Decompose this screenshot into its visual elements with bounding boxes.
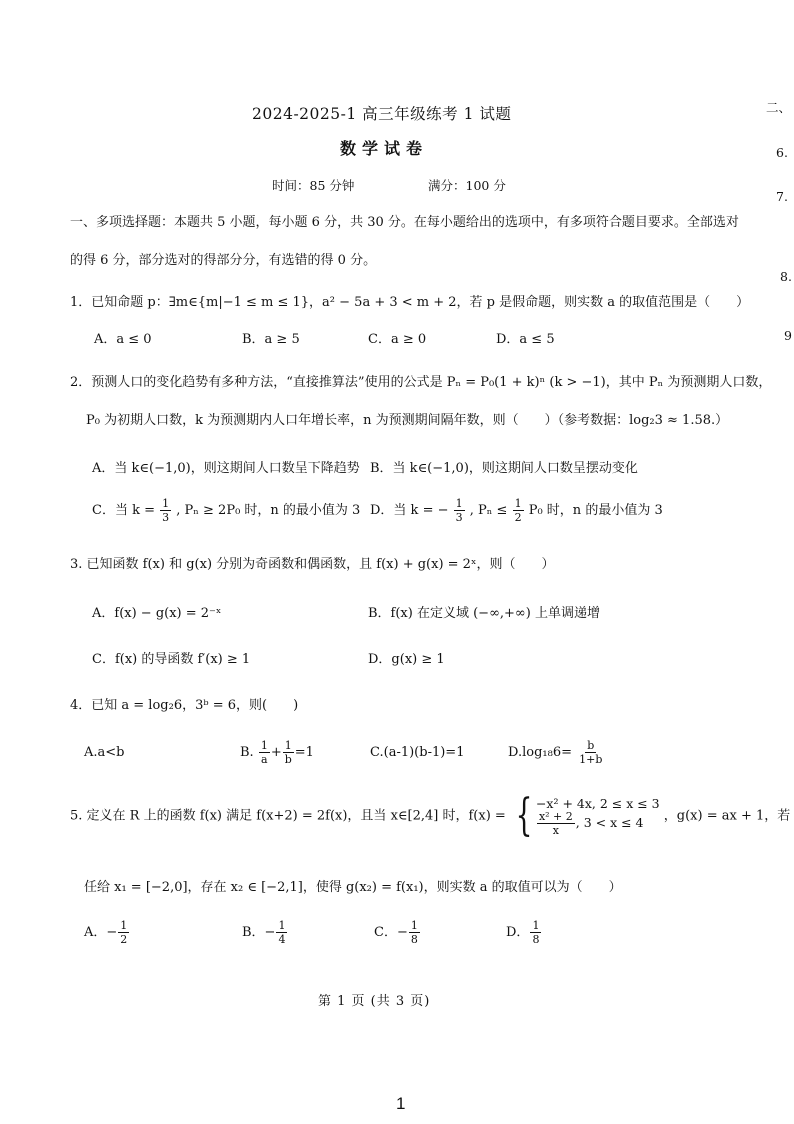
question-5-stem-line2: 任给 x₁ = [−2,0]，存在 x₂ ∈ [−2,1]，使得 g(x₂) = f(x₁)，则实数 a 的取值可以为（ ） <box>84 880 622 895</box>
option-b-suffix: =1 <box>294 745 314 760</box>
question-5-option-a: A．− $\frac{1}{2}$ <box>84 919 128 946</box>
question-1-stem: 1．已知命题 p：∃m∈{m|−1 ≤ m ≤ 1}，a² − 5a + 3 < m + 2，若 p 是假命题，则实数 a 的取值范围是（ ） <box>70 295 750 310</box>
fraction-one-over-b: $\frac{1}{b}$ <box>284 739 292 766</box>
piecewise-case-1: −x² + 4x, 2 ≤ x ≤ 3 <box>535 795 660 811</box>
question-4-option-b <box>240 740 314 765</box>
question-4-option-d <box>508 740 605 765</box>
question-3-option-b: B．f(x) 在定义域 (−∞,+∞) 上单调递增 <box>368 606 600 621</box>
question-2-stem-line1: 2．预测人口的变化趋势有多种方法，“直接推算法”使用的公式是 Pₙ = P₀(1 + k)ⁿ (k > −1)，其中 Pₙ 为预测期人口数， <box>70 375 772 390</box>
piecewise-case-2: $\frac{\text{x² + 2}}{x}$ , 3 < x ≤ 4 <box>538 810 644 838</box>
margin-fragment-2: 6. <box>776 145 788 160</box>
q5-stem-suffix: ，g(x) = ax + 1，若 <box>663 808 791 824</box>
exam-subtitle: 数学试卷 <box>340 139 429 158</box>
question-3-option-c: C．f(x) 的导函数 f′(x) ≥ 1 <box>92 652 251 667</box>
margin-fragment-3: 7. <box>776 189 788 204</box>
exam-score: 满分：100 分 <box>428 178 506 193</box>
fraction-b-over-one-plus-b: $\frac{b}{1+b}$ <box>579 739 603 766</box>
option-b-prefix: B. <box>240 745 254 760</box>
question-2-option-d <box>370 498 663 523</box>
question-2-option-c <box>92 498 360 523</box>
question-1-option-b: B．a ≥ 5 <box>242 332 300 347</box>
question-5-option-d: D． $\frac{1}{8}$ <box>506 919 540 946</box>
exam-title: 2024-2025-1 高三年级练考 1 试题 <box>252 105 512 123</box>
margin-fragment-4: 8. <box>780 269 792 284</box>
piecewise-function <box>510 790 660 841</box>
exam-time: 时间：85 分钟 <box>272 178 355 193</box>
question-5-option-c: C．− $\frac{1}{8}$ <box>374 919 418 946</box>
fraction-one-third: $\frac{1}{3}$ <box>162 497 170 524</box>
question-2-stem-line2: P₀ 为初期人口数，k 为预测期内人口年增长率，n 为预测期间隔年数，则（ ）（参考数据：log₂3 ≈ 1.58.） <box>86 413 729 428</box>
option-c-prefix: C．当 k = <box>92 503 155 518</box>
question-2-option-a: A．当 k∈(−1,0)，则这期间人口数呈下降趋势 <box>92 461 360 476</box>
question-5-option-b: B．− $\frac{1}{4}$ <box>242 919 286 946</box>
question-1-option-c: C．a ≥ 0 <box>368 332 427 347</box>
option-d-suffix: P₀ 时，n 的最小值为 3 <box>528 503 663 518</box>
question-3-option-d: D．g(x) ≥ 1 <box>368 652 445 667</box>
question-3-option-a: A．f(x) − g(x) = 2⁻ˣ <box>92 606 222 621</box>
question-1-option-a: A．a ≤ 0 <box>94 332 152 347</box>
page-footer: 第 1 页 (共 3 页) <box>318 994 431 1009</box>
section-instructions-line2: 的得 6 分，部分选对的得部分分，有选错的得 0 分。 <box>70 253 377 268</box>
page-number: 1 <box>396 1094 406 1113</box>
fraction-one-third: $\frac{1}{3}$ <box>455 497 463 524</box>
left-brace: { <box>515 790 533 841</box>
question-4-option-c: C.(a-1)(b-1)=1 <box>370 745 465 760</box>
fraction-one-over-a: $\frac{1}{a}$ <box>260 739 268 766</box>
question-4-option-a: A.a<b <box>84 745 125 760</box>
section-instructions-line1: 一、多项选择题：本题共 5 小题，每小题 6 分，共 30 分。在每小题给出的选项中，有多项符合题目要求。全部选对 <box>70 215 739 230</box>
fraction-one-half: $\frac{1}{2}$ <box>514 497 522 524</box>
margin-fragment-5: 9 <box>784 328 792 343</box>
question-4-stem: 4．已知 a = log₂6，3ᵇ = 6，则( ) <box>70 698 299 713</box>
option-c-suffix: , Pₙ ≥ 2P₀ 时，n 的最小值为 3 <box>176 503 361 518</box>
option-d-prefix: D．当 k = − <box>370 503 449 518</box>
q5-stem-prefix: 5. 定义在 R 上的函数 f(x) 满足 f(x+2) = 2f(x)，且当 x∈[2,4] 时，f(x) = <box>70 808 506 824</box>
margin-fragment-1: 二、 <box>766 100 792 115</box>
option-d-middle: , Pₙ ≤ <box>469 503 508 518</box>
option-d-prefix: D.log₁₈6= <box>508 745 572 760</box>
question-5-stem-line1 <box>70 790 791 841</box>
plus-sign: + <box>270 745 282 760</box>
question-1-option-d: D．a ≤ 5 <box>496 332 555 347</box>
question-3-stem: 3. 已知函数 f(x) 和 g(x) 分别为奇函数和偶函数，且 f(x) + g(x) = 2ˣ，则（ ） <box>70 557 555 572</box>
question-2-option-b: B．当 k∈(−1,0)，则这期间人口数呈摆动变化 <box>370 461 638 476</box>
